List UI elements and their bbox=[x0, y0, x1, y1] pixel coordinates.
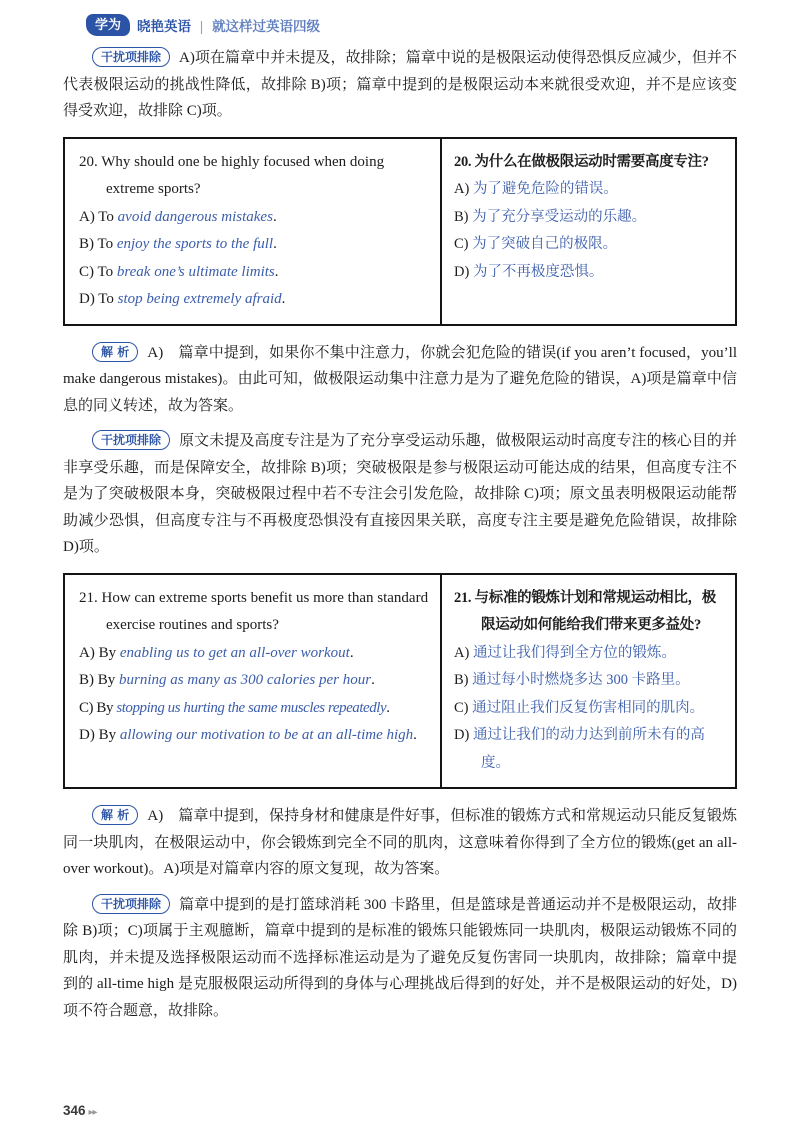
option-line: C) 为了突破自己的极限。 bbox=[454, 236, 618, 252]
distractor-badge: 干扰项排除 bbox=[92, 47, 170, 67]
question-table-20 bbox=[63, 137, 737, 326]
paragraph-distractor-q20 bbox=[63, 428, 737, 561]
paragraph-analysis-q20 bbox=[63, 340, 737, 420]
brand-separator: | bbox=[199, 19, 204, 34]
option-line: A) By enabling us to get an all-over workout. bbox=[79, 644, 354, 661]
question-21-chinese-cell bbox=[442, 575, 735, 788]
paragraph-distractor-q21 bbox=[63, 892, 737, 1025]
question-stem: 20. 为什么在做极限运动时需要高度专注? bbox=[454, 153, 709, 170]
paragraph-text: 篇章中提到的是打篮球消耗 300 卡路里，但是篮球是普通运动并不是极限运动，故排除 B)项；C)项属于主观臆断，篇章中提到的是标准的锻炼只能锻炼同一块肌肉，极限运动锻炼不同的肌肉，并未提及选择极限运动而不选择标准运动是为了避免反复伤害同一块肌肉，故排除；篇章中提到的 all-time high 是克服极限运动所得到的身体与心理挑战后得到的好处，并不是极限运动的好处，D)项不符合题意，故排除。 bbox=[63, 896, 737, 1019]
option-line: C) 通过阻止我们反复伤害相同的肌肉。 bbox=[454, 699, 705, 716]
page-number: 346 bbox=[63, 1103, 86, 1118]
question-stem: 21. How can extreme sports benefit us more than standard exercise routines and sports? bbox=[79, 589, 429, 633]
paragraph-distractor-q19 bbox=[63, 45, 737, 125]
analysis-badge: 解析 bbox=[92, 805, 138, 825]
question-stem: 20. Why should one be highly focused when doing extreme sports? bbox=[79, 153, 385, 197]
question-table-21 bbox=[63, 573, 737, 790]
paragraph-analysis-q21 bbox=[63, 803, 737, 883]
option-line: C) By stopping us hurting the same muscles repeatedly. bbox=[79, 699, 390, 716]
option-line: B) To enjoy the sports to the full. bbox=[79, 236, 277, 252]
brand-logo: 学为 bbox=[87, 15, 129, 35]
brand-line bbox=[137, 15, 320, 35]
option-line: C) To break one’s ultimate limits. bbox=[79, 263, 279, 280]
question-21-english-cell bbox=[65, 575, 442, 788]
option-line: B) By burning as many as 300 calories per hour. bbox=[79, 672, 375, 688]
distractor-badge: 干扰项排除 bbox=[92, 894, 170, 914]
option-line: A) 通过让我们得到全方位的锻炼。 bbox=[454, 644, 676, 661]
distractor-badge: 干扰项排除 bbox=[92, 430, 170, 450]
page-header bbox=[87, 12, 737, 38]
option-line: B) 为了充分享受运动的乐趣。 bbox=[454, 208, 647, 225]
option-line: B) 通过每小时燃烧多达 300 卡路里。 bbox=[454, 672, 690, 688]
paragraph-text: A) 篇章中提到，保持身材和健康是件好事，但标准的锻炼方式和常规运动只能反复锻炼同一块肌肉，在极限运动中，你会锻炼到完全不同的肌肉，这意味着你得到了全方位的锻炼(get an all-over workout)。A)项是对篇章内容的原文复现，故为答案。 bbox=[63, 808, 737, 877]
analysis-badge: 解析 bbox=[92, 342, 138, 362]
option-line: D) 通过让我们的动力达到前所未有的高度。 bbox=[454, 727, 705, 771]
question-20-chinese-cell bbox=[442, 139, 735, 324]
option-line: A) To avoid dangerous mistakes. bbox=[79, 208, 277, 225]
question-20-english-cell bbox=[65, 139, 442, 324]
pager-arrows-icon: ▸▸ bbox=[88, 1107, 97, 1118]
option-line: D) 为了不再极度恐惧。 bbox=[454, 263, 604, 280]
paragraph-text: A)项在篇章中并未提及，故排除；篇章中说的是极限运动使得恐惧反应减少，但并不代表极限运动的挑战性降低，故排除 B)项；篇章中提到的是极限运动本来就很受欢迎，并不是应该变得受欢迎，故排除 C)项。 bbox=[63, 50, 737, 119]
option-line: D) To stop being extremely afraid. bbox=[79, 291, 286, 307]
brand-tagline: 就这样过英语四级 bbox=[212, 19, 321, 34]
paragraph-text: 原文未提及高度专注是为了充分享受运动乐趣，做极限运动时高度专注的核心目的并非享受乐趣，而是保障安全，故排除 B)项；突破极限是参与极限运动可能达成的结果，但高度专注不是为了突破极限本身，突破极限过程中若不专注会引发危险，故排除 C)项；原文虽表明极限运动能帮助减少恐惧，但高度专注与不再极度恐惧没有直接因果关联，高度专注主要是避免危险错误，故排除 D)项。 bbox=[63, 433, 737, 555]
paragraph-text: A) 篇章中提到，如果你不集中注意力，你就会犯危险的错误(if you aren’t focused，you’ll make dangerous mistakes)。由此可知，做极限运动集中注意力是为了避免危险的错误，A)项是篇章中信息的同义转述，故为答案。 bbox=[63, 344, 737, 414]
option-line: A) 为了避免危险的错误。 bbox=[454, 181, 618, 197]
option-line: D) By allowing our motivation to be at an all-time high. bbox=[79, 727, 417, 743]
question-stem: 21. 与标准的锻炼计划和常规运动相比，极限运动如何能给我们带来更多益处? bbox=[454, 589, 716, 633]
page-footer bbox=[63, 1103, 97, 1118]
brand-name: 晓艳英语 bbox=[137, 19, 192, 34]
